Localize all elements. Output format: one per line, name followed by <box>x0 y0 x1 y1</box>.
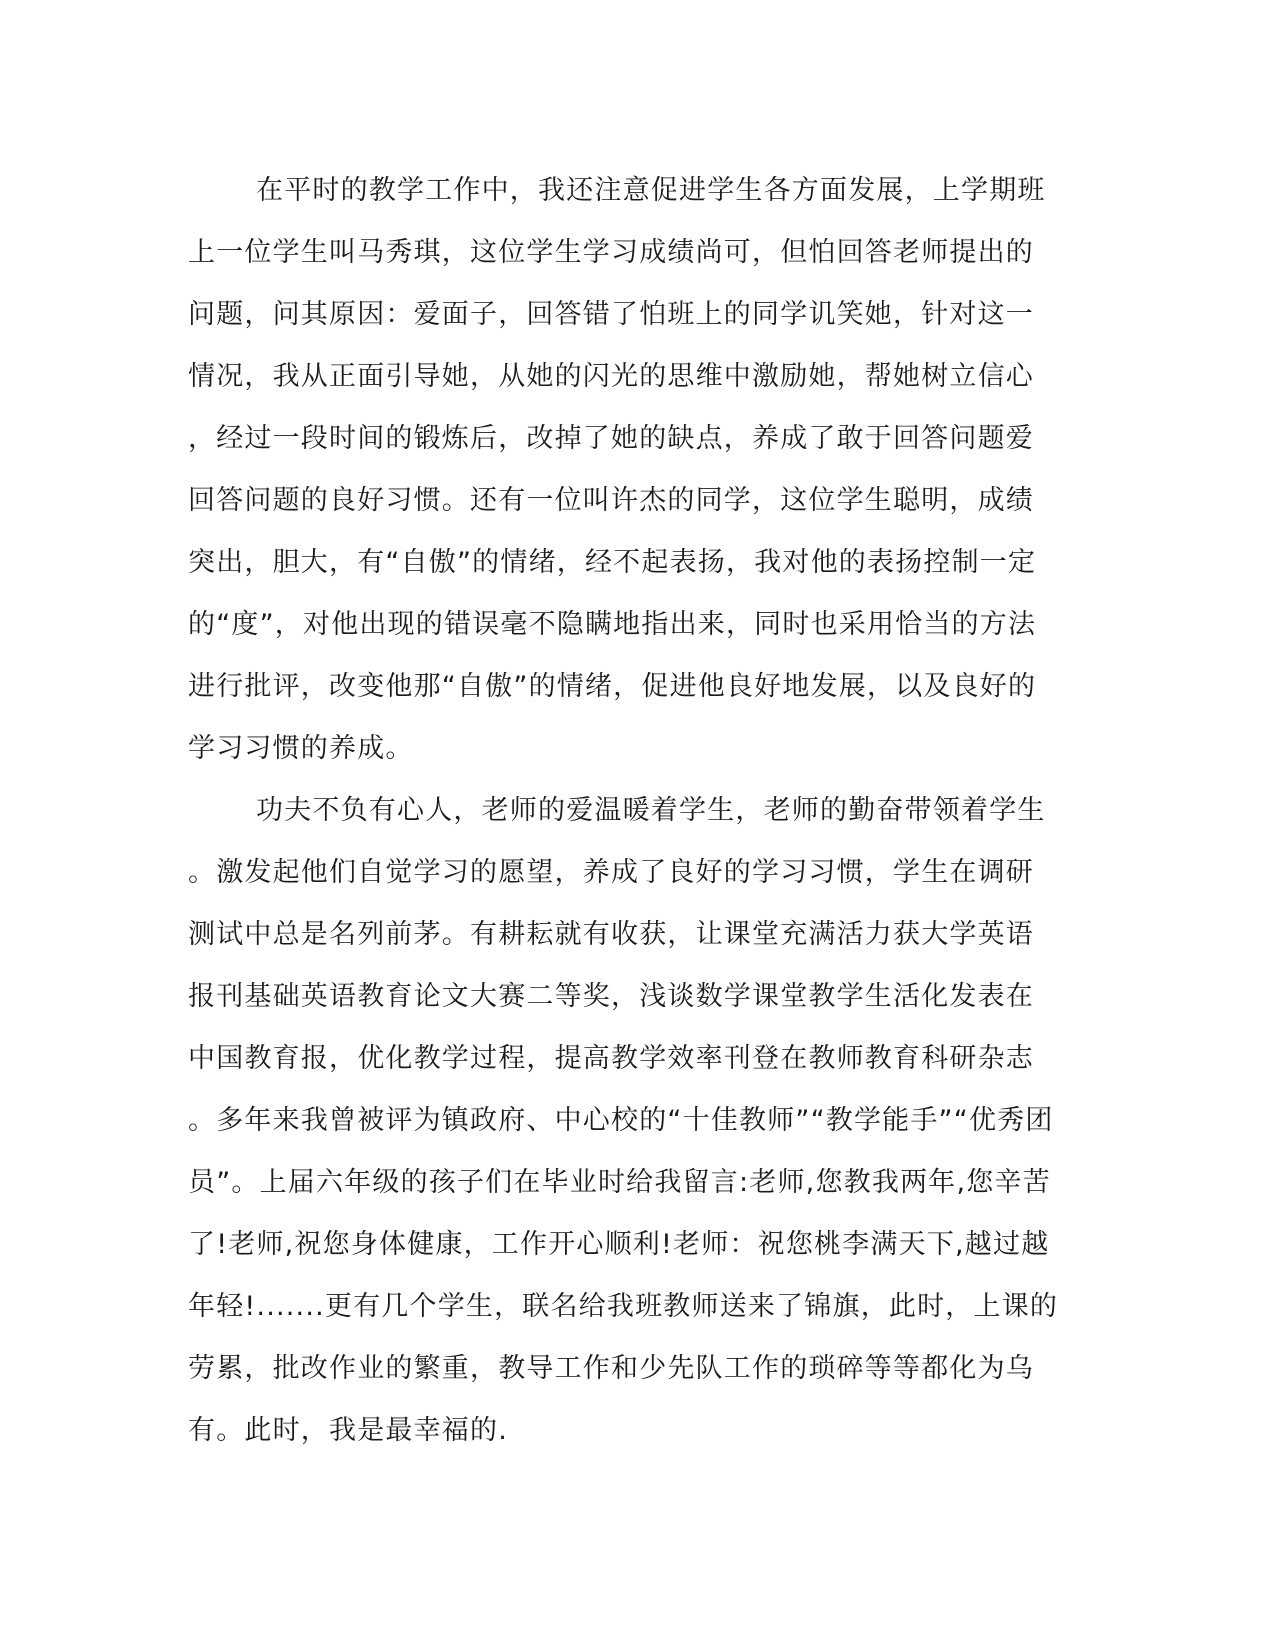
paragraph-line: 突出，胆大，有“自傲”的情绪，经不起表扬，我对他的表扬控制一定 <box>188 547 1037 578</box>
paragraph-line: 劳累，批改作业的繁重，教导工作和少先队工作的琐碎等等都化为乌 <box>188 1353 1034 1384</box>
paragraph-line: 学习习惯的养成。 <box>188 733 414 764</box>
paragraph-line: 功夫不负有心人，老师的爱温暖着学生，老师的勤奋带领着学生 <box>256 795 1046 826</box>
paragraph-line: 。多年来我曾被评为镇政府、中心校的“十佳教师”“教学能手”“优秀团 <box>188 1105 1054 1136</box>
paragraph-line: 员”。上届六年级的孩子们在毕业时给我留言:老师,您教我两年,您辛苦 <box>188 1167 1051 1198</box>
paragraph-line: 上一位学生叫马秀琪，这位学生学习成绩尚可，但怕回答老师提出的 <box>188 237 1034 268</box>
paragraph-line: 年轻!.......更有几个学生，联名给我班教师送来了锦旗，此时，上课的 <box>188 1291 1059 1322</box>
paragraph-line: 中国教育报，优化教学过程，提高教学效率刊登在教师教育科研杂志 <box>188 1043 1034 1074</box>
paragraph-line: 了!老师,祝您身体健康，工作开心顺利!老师：祝您桃李满天下,越过越 <box>188 1229 1050 1260</box>
paragraph-line: 报刊基础英语教育论文大赛二等奖，浅谈数学课堂教学生活化发表在 <box>188 981 1034 1012</box>
paragraph-line: 情况，我从正面引导她，从她的闪光的思维中激励她，帮她树立信心 <box>188 361 1034 392</box>
paragraph-line: 的“度”，对他出现的错误毫不隐瞒地指出来，同时也采用恰当的方法 <box>188 609 1037 640</box>
paragraph-line: 在平时的教学工作中，我还注意促进学生各方面发展，上学期班 <box>256 175 1046 206</box>
paragraph-line: 。激发起他们自觉学习的愿望，养成了良好的学习习惯，学生在调研 <box>188 857 1034 888</box>
paragraph-line: 测试中总是名列前茅。有耕耘就有收获，让课堂充满活力获大学英语 <box>188 919 1034 950</box>
paragraph-line: 有。此时，我是最幸福的. <box>188 1415 508 1446</box>
paragraph-line: 问题，问其原因：爱面子，回答错了怕班上的同学讥笑她，针对这一 <box>188 299 1034 330</box>
paragraph-line: 回答问题的良好习惯。还有一位叫许杰的同学，这位学生聪明，成绩 <box>188 485 1034 516</box>
paragraph-line: ，经过一段时间的锻炼后，改掉了她的缺点，养成了敢于回答问题爱 <box>188 423 1034 454</box>
paragraph-2 <box>188 780 1088 1462</box>
paragraph-line: 进行批评，改变他那“自傲”的情绪，促进他良好地发展，以及良好的 <box>188 671 1037 702</box>
paragraph-1 <box>188 160 1088 780</box>
document-body <box>188 160 1088 1462</box>
